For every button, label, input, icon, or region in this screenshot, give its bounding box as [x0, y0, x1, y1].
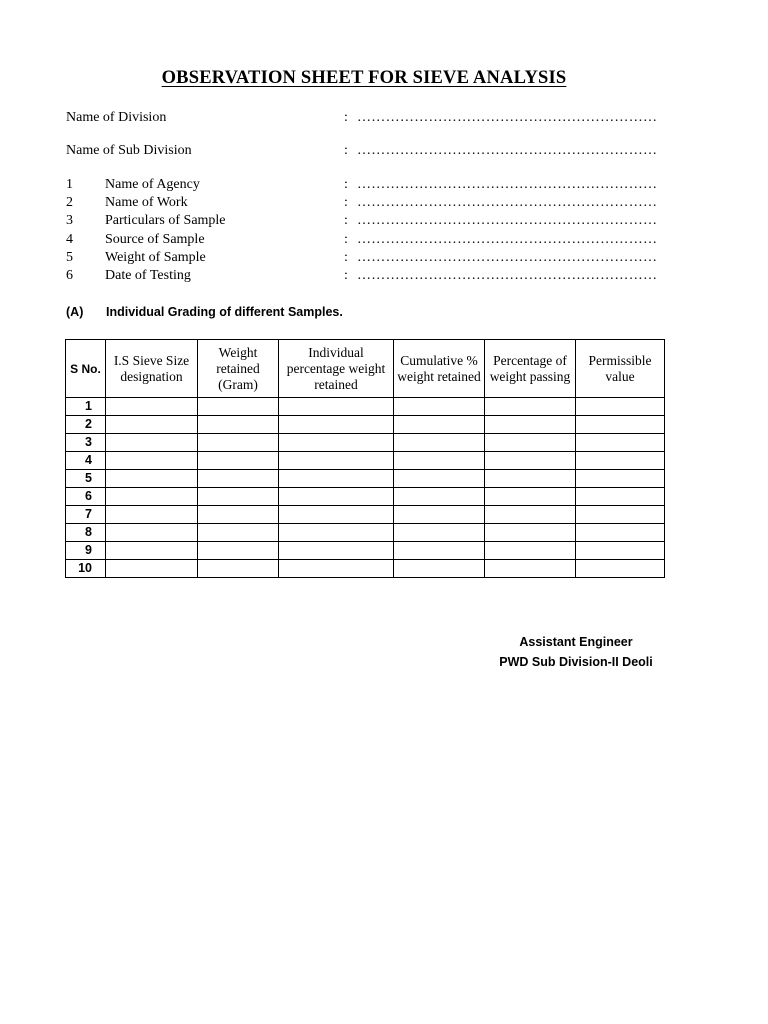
field-blank[interactable]: ……………………………………………………… [357, 110, 658, 125]
field-blank[interactable]: ……………………………………………………… [357, 250, 658, 265]
row-serial-number: 10 [66, 560, 106, 578]
field-number: 4 [66, 232, 73, 247]
field-blank[interactable]: ……………………………………………………… [357, 213, 658, 228]
field-colon: : [344, 268, 348, 283]
table-cell[interactable] [485, 524, 576, 542]
table-cell[interactable] [198, 470, 279, 488]
field-blank[interactable]: ……………………………………………………… [357, 177, 658, 192]
col-header-cumulative-percentage: Cumulative % weight retained [394, 340, 485, 398]
section-id: (A) [66, 305, 84, 319]
field-colon: : [344, 143, 348, 158]
table-row [66, 434, 665, 452]
table-cell[interactable] [485, 434, 576, 452]
row-serial-number: 2 [66, 416, 106, 434]
table-cell[interactable] [394, 488, 485, 506]
table-cell[interactable] [485, 542, 576, 560]
table-cell[interactable] [279, 506, 394, 524]
table-cell[interactable] [106, 488, 198, 506]
field-number: 1 [66, 177, 73, 192]
row-serial-number: 8 [66, 524, 106, 542]
table-cell[interactable] [279, 560, 394, 578]
table-cell[interactable] [576, 542, 665, 560]
table-cell[interactable] [106, 470, 198, 488]
field-label: Name of Work [105, 195, 188, 210]
table-cell[interactable] [485, 452, 576, 470]
sieve-grading-table [65, 339, 665, 578]
row-serial-number: 4 [66, 452, 106, 470]
table-cell[interactable] [106, 542, 198, 560]
table-row [66, 452, 665, 470]
field-colon: : [344, 213, 348, 228]
field-colon: : [344, 250, 348, 265]
table-cell[interactable] [485, 506, 576, 524]
table-cell[interactable] [106, 416, 198, 434]
signature-designation: Assistant Engineer [519, 635, 633, 649]
field-number: 6 [66, 268, 73, 283]
table-row [66, 560, 665, 578]
table-cell[interactable] [279, 524, 394, 542]
table-row [66, 506, 665, 524]
table-cell[interactable] [394, 470, 485, 488]
table-cell[interactable] [576, 560, 665, 578]
row-serial-number: 5 [66, 470, 106, 488]
table-cell[interactable] [279, 434, 394, 452]
field-blank[interactable]: ……………………………………………………… [357, 268, 658, 283]
col-header-percentage-passing: Percentage of weight passing [485, 340, 576, 398]
table-cell[interactable] [576, 506, 665, 524]
table-cell[interactable] [485, 398, 576, 416]
table-cell[interactable] [485, 488, 576, 506]
table-cell[interactable] [279, 416, 394, 434]
field-colon: : [344, 177, 348, 192]
table-cell[interactable] [394, 560, 485, 578]
field-colon: : [344, 195, 348, 210]
table-cell[interactable] [198, 434, 279, 452]
table-cell[interactable] [576, 452, 665, 470]
field-label: Name of Sub Division [66, 143, 192, 158]
field-number: 3 [66, 213, 73, 228]
field-label: Weight of Sample [105, 250, 206, 265]
field-label: Name of Agency [105, 177, 200, 192]
field-label: Source of Sample [105, 232, 205, 247]
table-cell[interactable] [485, 470, 576, 488]
field-colon: : [344, 110, 348, 125]
table-cell[interactable] [279, 542, 394, 560]
table-cell[interactable] [394, 416, 485, 434]
field-label: Date of Testing [105, 268, 191, 283]
table-cell[interactable] [198, 506, 279, 524]
table-cell[interactable] [394, 506, 485, 524]
col-header-sno: S No. [66, 340, 106, 398]
table-row [66, 524, 665, 542]
table-cell[interactable] [198, 542, 279, 560]
table-cell[interactable] [198, 560, 279, 578]
table-cell[interactable] [394, 524, 485, 542]
table-cell[interactable] [576, 398, 665, 416]
table-cell[interactable] [106, 452, 198, 470]
signature-office: PWD Sub Division-II Deoli [499, 655, 653, 669]
field-label: Name of Division [66, 110, 167, 125]
table-cell[interactable] [198, 398, 279, 416]
col-header-individual-percentage: Individual percentage weight retained [279, 340, 394, 398]
table-cell[interactable] [576, 524, 665, 542]
table-cell[interactable] [106, 506, 198, 524]
field-number: 2 [66, 195, 73, 210]
table-row [66, 398, 665, 416]
field-blank[interactable]: ……………………………………………………… [357, 232, 658, 247]
table-cell[interactable] [279, 398, 394, 416]
field-blank[interactable]: ……………………………………………………… [357, 143, 658, 158]
table-cell[interactable] [198, 416, 279, 434]
table-row [66, 542, 665, 560]
table-cell[interactable] [485, 416, 576, 434]
section-title: Individual Grading of different Samples. [106, 305, 343, 319]
table-cell[interactable] [576, 434, 665, 452]
table-cell[interactable] [198, 488, 279, 506]
table-cell[interactable] [106, 434, 198, 452]
table-cell[interactable] [576, 488, 665, 506]
table-row [66, 470, 665, 488]
table-cell[interactable] [394, 452, 485, 470]
table-cell[interactable] [279, 470, 394, 488]
table-cell[interactable] [198, 524, 279, 542]
field-blank[interactable]: ……………………………………………………… [357, 195, 658, 210]
row-serial-number: 6 [66, 488, 106, 506]
table-cell[interactable] [106, 398, 198, 416]
table-cell[interactable] [106, 560, 198, 578]
table-cell[interactable] [106, 524, 198, 542]
field-colon: : [344, 232, 348, 247]
table-cell[interactable] [576, 470, 665, 488]
row-serial-number: 3 [66, 434, 106, 452]
field-label: Particulars of Sample [105, 213, 226, 228]
table-cell[interactable] [394, 434, 485, 452]
page-title: OBSERVATION SHEET FOR SIEVE ANALYSIS [161, 68, 567, 88]
row-serial-number: 9 [66, 542, 106, 560]
table-row [66, 416, 665, 434]
col-header-weight-retained: Weight retained (Gram) [198, 340, 279, 398]
col-header-sieve-size: I.S Sieve Size designation [106, 340, 198, 398]
table-cell[interactable] [394, 542, 485, 560]
table-cell[interactable] [279, 452, 394, 470]
table-cell[interactable] [394, 398, 485, 416]
col-header-permissible-value: Permissible value [576, 340, 665, 398]
table-header-row [66, 340, 665, 398]
row-serial-number: 1 [66, 398, 106, 416]
table-cell[interactable] [576, 416, 665, 434]
table-cell[interactable] [198, 452, 279, 470]
row-serial-number: 7 [66, 506, 106, 524]
table-row [66, 488, 665, 506]
field-number: 5 [66, 250, 73, 265]
table-cell[interactable] [485, 560, 576, 578]
table-cell[interactable] [279, 488, 394, 506]
